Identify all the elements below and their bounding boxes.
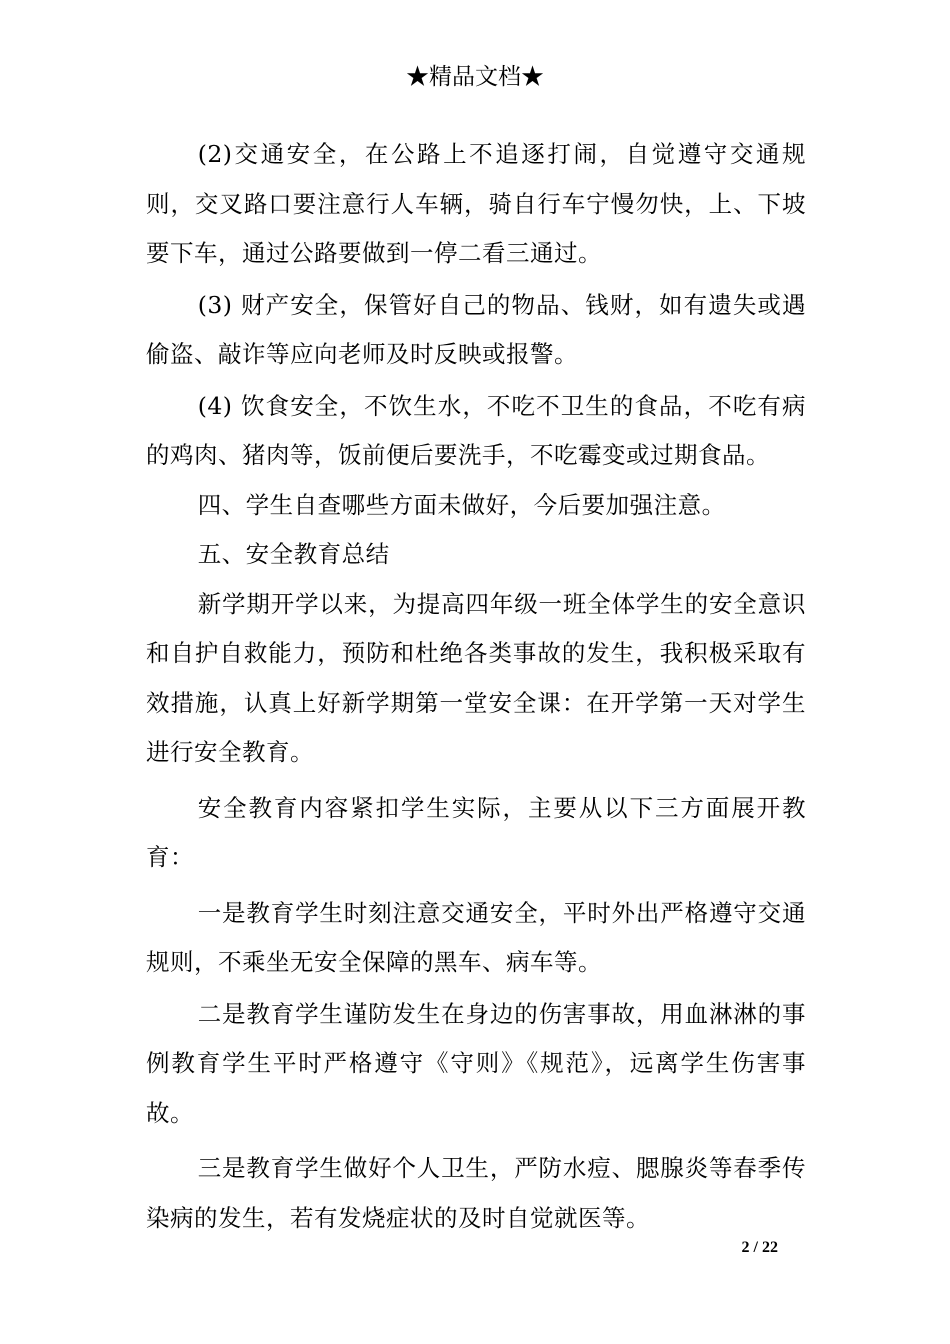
paragraph-self-check: 四、学生自查哪些方面未做好，今后要加强注意。 — [197, 490, 726, 519]
paragraph-point-two: 二是教育学生谨防发生在身边的伤害事故，用血淋淋的事例教育学生平时严格遵守《守则》《规范》，远离学生伤害事故。 — [146, 999, 806, 1127]
document-body — [146, 130, 806, 1243]
paragraph-summary-intro: 新学期开学以来，为提高四年级一班全体学生的安全意识和自护自救能力，预防和杜绝各类事故的发生，我积极采取有效措施，认真上好新学期第一堂安全课：在开学第一天对学生进行安全教育。 — [146, 589, 806, 766]
page-number: 2 / 22 — [741, 1239, 778, 1256]
paragraph-point-one: 一是教育学生时刻注意交通安全，平时外出严格遵守交通规则，不乘坐无安全保障的黑车、病车等。 — [146, 898, 806, 976]
paragraph-point-three: 三是教育学生做好个人卫生，严防水痘、腮腺炎等春季传染病的发生，若有发烧症状的及时自觉就医等。 — [146, 1154, 806, 1232]
paragraph-food-safety: (4) 饮食安全，不饮生水，不吃不卫生的食品，不吃有病的鸡肉、猪肉等，饭前便后要洗手，不吃霉变或过期食品。 — [146, 391, 806, 469]
paragraph-property-safety: (3) 财产安全，保管好自己的物品、钱财，如有遗失或遇偷盗、敲诈等应向老师及时反映或报警。 — [146, 290, 806, 368]
paragraph-content-overview: 安全教育内容紧扣学生实际，主要从以下三方面展开教育： — [146, 793, 806, 871]
section-heading-summary: 五、安全教育总结 — [197, 540, 390, 568]
paragraph-traffic-safety: (2)交通安全，在公路上不追逐打闹，自觉遵守交通规则，交叉路口要注意行人车辆，骑自行车宁慢勿快，上、下坡要下车，通过公路要做到一停二看三通过。 — [146, 140, 806, 267]
page-header-title: ★精品文档★ — [406, 64, 544, 90]
